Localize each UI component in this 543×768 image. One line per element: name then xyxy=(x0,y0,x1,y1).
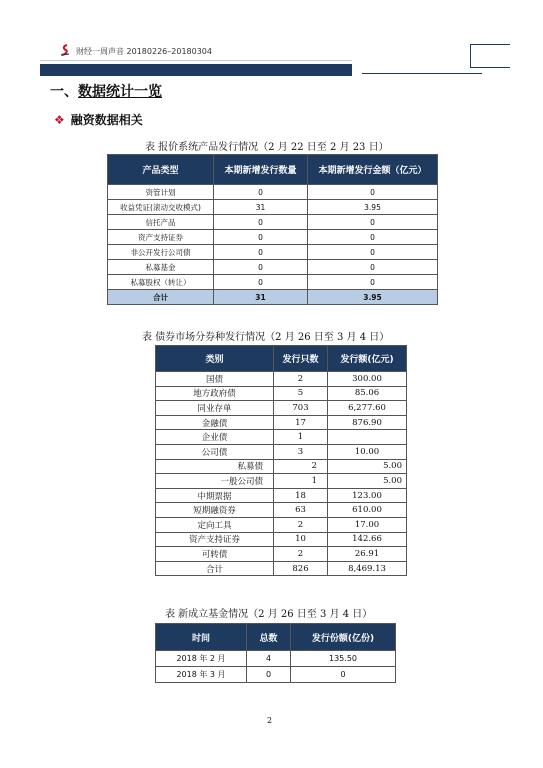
table-cell: 企业债 xyxy=(156,430,274,445)
table-cell: 0 xyxy=(308,260,438,275)
table-cell: 3 xyxy=(274,444,328,459)
table-quote-system-issuance xyxy=(107,154,438,305)
table-cell: 2 xyxy=(274,372,328,387)
table-row xyxy=(156,503,407,518)
table-row xyxy=(156,386,407,401)
table-header-cell: 产品类型 xyxy=(108,155,214,185)
table-cell: 18 xyxy=(274,488,328,503)
page-number: 2 xyxy=(267,716,273,725)
table-cell: 5.00 xyxy=(328,474,407,489)
table-cell: 金融债 xyxy=(156,415,274,430)
table-header-cell: 时间 xyxy=(156,624,247,651)
header-rule-right xyxy=(362,73,482,74)
table-row xyxy=(156,517,407,532)
table-row xyxy=(156,444,407,459)
table-cell: 0 xyxy=(308,245,438,260)
table-cell: 资管计划 xyxy=(108,185,214,200)
table-row xyxy=(108,200,438,215)
table-cell: 0 xyxy=(308,185,438,200)
section-title-text: 数据统计一览 xyxy=(78,84,162,100)
subsection-title-text: 融资数据相关 xyxy=(70,113,143,127)
table-cell: 地方政府债 xyxy=(156,386,274,401)
table-header-cell: 类别 xyxy=(156,346,274,372)
table-cell: 国债 xyxy=(156,372,274,387)
subsection-title xyxy=(54,111,143,128)
logo-icon xyxy=(60,44,70,56)
table-cell: 3.95 xyxy=(308,290,438,305)
table-cell: 5 xyxy=(274,386,328,401)
table-cell: 0 xyxy=(214,260,308,275)
table-cell: 0 xyxy=(308,230,438,245)
table-cell: 10.00 xyxy=(328,444,407,459)
table-cell: 4 xyxy=(247,651,291,667)
section-number: 一、 xyxy=(50,84,78,100)
table-cell: 信托产品 xyxy=(108,215,214,230)
table-cell: 63 xyxy=(274,503,328,518)
table-cell xyxy=(328,430,407,445)
table-row xyxy=(156,488,407,503)
table-cell: 0 xyxy=(214,245,308,260)
table-cell: 610.00 xyxy=(328,503,407,518)
table-row xyxy=(108,215,438,230)
table-header-cell: 发行只数 xyxy=(274,346,328,372)
table-cell: 合计 xyxy=(156,561,274,576)
table-total-row xyxy=(156,561,407,576)
table-cell: 31 xyxy=(214,290,308,305)
table2-caption: 表 债券市场分券种发行情况（2 月 26 日至 3 月 4 日） xyxy=(142,332,390,343)
diamond-icon: ❖ xyxy=(54,113,65,127)
table-cell: 资产支持证券 xyxy=(108,230,214,245)
table-cell: 私募债 xyxy=(156,459,274,474)
table-cell: 2018 年 2 月 xyxy=(156,651,247,667)
table-cell: 123.00 xyxy=(328,488,407,503)
table-cell: 收益凭证(滚动交收模式) xyxy=(108,200,214,215)
table-row xyxy=(156,651,396,667)
table-header-cell: 总数 xyxy=(247,624,291,651)
table-cell: 1 xyxy=(274,430,328,445)
table-cell: 703 xyxy=(274,401,328,416)
table-cell: 300.00 xyxy=(328,372,407,387)
table-cell: 135.50 xyxy=(291,651,396,667)
table-cell: 0 xyxy=(291,667,396,683)
table-cell: 17.00 xyxy=(328,517,407,532)
table-row xyxy=(156,415,407,430)
table-row xyxy=(156,430,407,445)
running-title: 财经一周声音 20180226–20180304 xyxy=(76,47,212,56)
table-cell: 0 xyxy=(214,185,308,200)
table-header-cell: 本期新增发行金额（亿元） xyxy=(308,155,438,185)
table-cell: 0 xyxy=(214,215,308,230)
table-cell: 0 xyxy=(214,275,308,290)
table-cell: 定向工具 xyxy=(156,517,274,532)
table-cell: 0 xyxy=(247,667,291,683)
table-cell: 2 xyxy=(274,517,328,532)
table-row xyxy=(156,532,407,547)
table-cell: 10 xyxy=(274,532,328,547)
table-cell: 合计 xyxy=(108,290,214,305)
table-row xyxy=(156,401,407,416)
table-row xyxy=(108,275,438,290)
table-cell: 826 xyxy=(274,561,328,576)
table-header-cell: 发行额(亿元) xyxy=(328,346,407,372)
table-cell: 3.95 xyxy=(308,200,438,215)
table-cell: 可转债 xyxy=(156,547,274,562)
table-row xyxy=(156,459,407,474)
table-row xyxy=(156,474,407,489)
table-bond-market-issuance xyxy=(155,345,407,576)
table1-caption: 表 报价系统产品发行情况（2 月 22 日至 2 月 23 日） xyxy=(145,142,389,153)
table-cell: 2 xyxy=(274,459,328,474)
table-row xyxy=(156,372,407,387)
table-cell: 17 xyxy=(274,415,328,430)
table-row xyxy=(108,230,438,245)
header-box-decoration xyxy=(470,44,510,68)
table-row xyxy=(156,547,407,562)
section-title xyxy=(50,81,162,101)
table-cell: 1 xyxy=(274,474,328,489)
table-cell: 私募股权（转让） xyxy=(108,275,214,290)
table-cell: 6,277.60 xyxy=(328,401,407,416)
table-row xyxy=(108,185,438,200)
table-row xyxy=(108,260,438,275)
table-cell: 8,469.13 xyxy=(328,561,407,576)
table-cell: 31 xyxy=(214,200,308,215)
table-cell: 0 xyxy=(308,275,438,290)
table-cell: 私募基金 xyxy=(108,260,214,275)
table-row xyxy=(108,245,438,260)
table-row xyxy=(156,667,396,683)
table-cell: 一般公司债 xyxy=(156,474,274,489)
table-cell: 2018 年 3 月 xyxy=(156,667,247,683)
table-total-row xyxy=(108,290,438,305)
table-new-funds xyxy=(155,623,396,683)
table-cell: 短期融资券 xyxy=(156,503,274,518)
table-cell: 26.91 xyxy=(328,547,407,562)
header-rule xyxy=(40,60,352,61)
table-cell: 876.90 xyxy=(328,415,407,430)
table-cell: 0 xyxy=(308,215,438,230)
table-cell: 142.66 xyxy=(328,532,407,547)
table-header-cell: 本期新增发行数量 xyxy=(214,155,308,185)
table-cell: 非公开发行公司债 xyxy=(108,245,214,260)
table-cell: 5.00 xyxy=(328,459,407,474)
table-cell: 0 xyxy=(214,230,308,245)
table-cell: 85.06 xyxy=(328,386,407,401)
table-cell: 公司债 xyxy=(156,444,274,459)
table-cell: 中期票据 xyxy=(156,488,274,503)
table-cell: 2 xyxy=(274,547,328,562)
table-cell: 资产支持证券 xyxy=(156,532,274,547)
table-cell: 同业存单 xyxy=(156,401,274,416)
table-header-cell: 发行份额(亿份) xyxy=(291,624,396,651)
table3-caption: 表 新成立基金情况（2 月 26 日至 3 月 4 日） xyxy=(165,609,373,620)
header-bar xyxy=(40,64,352,76)
